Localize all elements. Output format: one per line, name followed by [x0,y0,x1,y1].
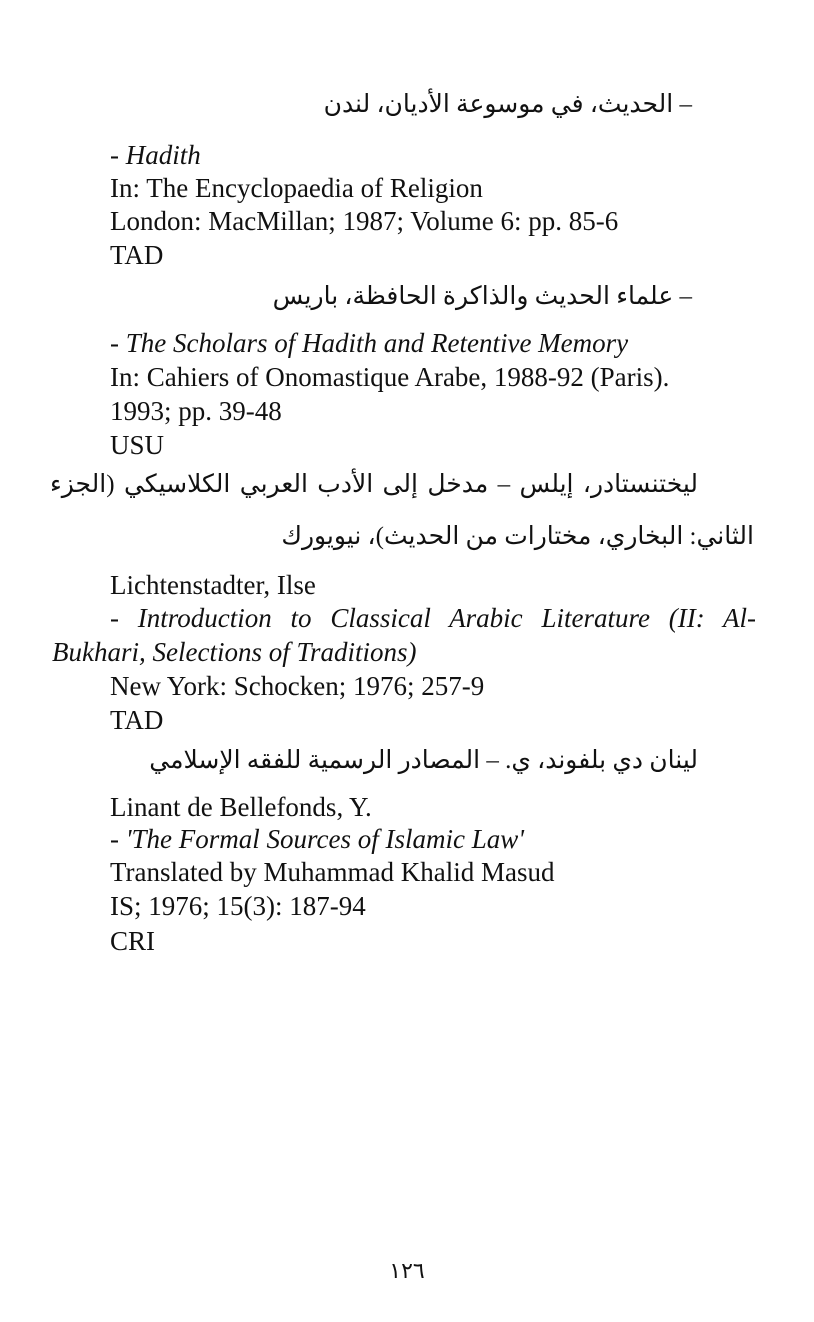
arabic-heading: لينان دي بلفوند، ي. – المصادر الرسمية للفقه الإسلامي [149,747,698,774]
entry-translator: Translated by Muhammad Khalid Masud [110,857,555,887]
arabic-heading-continued: الثاني: البخاري، مختارات من الحديث)، نيويورك [281,523,754,550]
entry-author: Linant de Bellefonds, Y. [110,792,372,822]
entry-code: CRI [110,926,156,956]
entry-code: USU [110,430,165,460]
entry-title: - 'The Formal Sources of Islamic Law' [110,824,525,854]
arabic-heading: ليختنستادر، إيلس – مدخل إلى الأدب العربي الكلاسيكي (الجزء [50,471,698,498]
entry-title: - The Scholars of Hadith and Retentive Memory [110,328,629,358]
entry-title: - Hadith [110,140,201,170]
entry-author: Lichtenstadter, Ilse [110,570,316,600]
entry-publication: New York: Schocken; 1976; 257-9 [110,671,485,701]
entry-title-continued: Bukhari, Selections of Traditions) [52,637,417,667]
entry-publication: IS; 1976; 15(3): 187-94 [110,891,366,921]
page-number: ١٢٦ [389,1258,425,1283]
entry-title: - Introduction to Classical Arabic Literature (II: Al- [110,603,756,633]
arabic-heading: – علماء الحديث والذاكرة الحافظة، باريس [272,283,692,310]
arabic-heading: – الحديث، في موسوعة الأديان، لندن [323,91,692,118]
entry-code: TAD [110,240,164,270]
entry-code: TAD [110,705,164,735]
entry-publication: London: MacMillan; 1987; Volume 6: pp. 85-6 [110,206,619,236]
entry-source: In: The Encyclopaedia of Religion [110,173,483,203]
entry-source: In: Cahiers of Onomastique Arabe, 1988-92 (Paris). [110,362,670,392]
entry-publication: 1993; pp. 39-48 [110,396,282,426]
